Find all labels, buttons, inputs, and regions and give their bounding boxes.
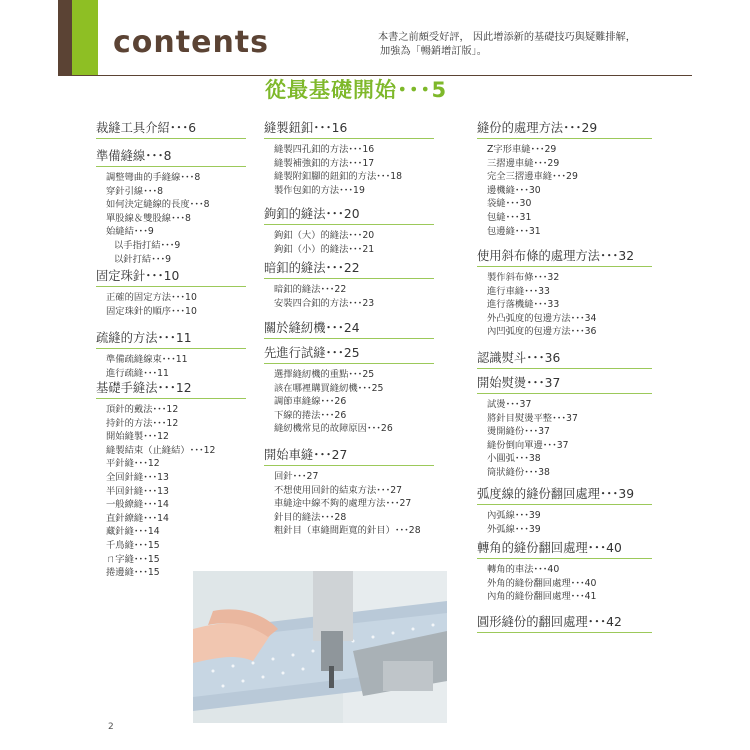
toc-entry: 縫紉機常見的故障原因･･･26: [274, 423, 393, 435]
heading-underline: [477, 558, 652, 559]
toc-entry: 穿針引線･･･8: [106, 185, 164, 197]
toc-section: [96, 118, 246, 143]
toc-section: [477, 538, 652, 604]
toc-entry: 燙開縫份･･･37: [487, 426, 550, 438]
toc-heading: 準備縫線･･･8: [96, 149, 172, 163]
toc-entry: 頂針的戴法･･･12: [106, 404, 179, 415]
heading-underline: [477, 368, 652, 369]
heading-underline: [264, 363, 434, 364]
heading-underline: [477, 393, 652, 394]
intro-text: [378, 31, 708, 59]
sewing-machine-photo: [193, 571, 447, 723]
toc-heading: 縫份的處理方法･･･29: [477, 121, 598, 135]
toc-heading: 弧度線的縫份翻回處理･･･39: [477, 487, 635, 501]
toc-heading: 認識熨斗･･･36: [477, 351, 561, 365]
heading-underline: [264, 278, 434, 279]
toc-entry: 外弧線･･･39: [487, 523, 541, 535]
toc-entry: 袋縫･･･30: [487, 198, 532, 210]
toc-entry: 正確的固定方法･･･10: [106, 292, 197, 303]
toc-entry: 選擇縫紉機的重點･･･25: [274, 369, 375, 380]
toc-entry: 進行車縫･･･33: [487, 285, 550, 297]
toc-heading: 裁縫工具介紹･･･6: [96, 121, 197, 135]
toc-entry: 針目的縫法･･･28: [274, 511, 347, 523]
toc-entry: 調整彎曲的手縫線･･･8: [106, 172, 201, 183]
toc-entry: 以針打結･･･9: [114, 253, 172, 265]
heading-underline: [477, 266, 652, 267]
toc-entry: 縫份倒向單邊･･･37: [487, 439, 569, 451]
toc-entry: 該在哪裡購買縫紉機･･･25: [274, 382, 384, 394]
toc-entry: 準備疏縫線束･･･11: [106, 354, 188, 365]
toc-entry: 平針縫･･･12: [106, 458, 160, 470]
toc-entry: 縫製附釦腳的鈕釦的方法･･･18: [274, 171, 403, 183]
toc-entry: 持針的方法･･･12: [106, 417, 179, 429]
toc-entry: 下線的捲法･･･26: [274, 409, 347, 421]
heading-underline: [264, 465, 434, 466]
toc-entry: 製作包釦的方法･･･19: [274, 184, 365, 196]
toc-entry: 三摺邊車縫･･･29: [487, 157, 560, 169]
toc-heading: 縫製鈕釦･･･16: [264, 121, 348, 135]
toc-entry: 回針･･･27: [274, 471, 319, 482]
toc-section: [96, 328, 246, 380]
heading-underline: [96, 166, 246, 167]
toc-entry: 包邊縫･･･31: [487, 225, 541, 237]
toc-entry: 筒狀縫份･･･38: [487, 466, 550, 478]
toc-heading: 暗釦的縫法･･･22: [264, 261, 360, 275]
toc-entry: 縫製結束（止縫結）･･･12: [106, 444, 216, 456]
toc-section: [477, 348, 652, 373]
toc-entry: 縫製四孔釦的方法･･･16: [274, 144, 375, 155]
toc-section: [477, 118, 652, 238]
toc-entry: 車縫途中線不夠的處理方法･･･27: [274, 498, 412, 510]
toc-entry: 轉角的車法･･･40: [487, 564, 560, 575]
toc-entry: Z字形車縫･･･29: [487, 144, 557, 155]
toc-entry: 外凸弧度的包邊方法･･･34: [487, 312, 597, 324]
heading-underline: [264, 338, 434, 339]
toc-entry: 小圓弧･･･38: [487, 453, 541, 465]
toc-entry: 邊機縫･･･30: [487, 184, 541, 196]
heading-underline: [96, 286, 246, 287]
toc-section: [264, 343, 434, 436]
toc-section: [264, 258, 434, 310]
toc-heading: 開始熨燙･･･37: [477, 376, 561, 390]
toc-section: [477, 246, 652, 339]
toc-entry: 內角的縫份翻回處理･･･41: [487, 591, 597, 603]
toc-entry: 將針目熨燙平整･･･37: [487, 412, 578, 424]
toc-heading: 轉角的縫份翻回處理･･･40: [477, 541, 622, 555]
page-title: contents: [113, 25, 269, 60]
header-green-block: [72, 0, 98, 75]
toc-entry: 安裝四合釦的方法･･･23: [274, 297, 375, 309]
toc-section: [477, 373, 652, 480]
toc-section: [96, 266, 246, 318]
sewing-machine-illustration: [193, 571, 447, 723]
heading-underline: [96, 138, 246, 139]
toc-entry: 開始縫製･･･12: [106, 431, 169, 443]
toc-entry: 進行疏縫･･･11: [106, 367, 169, 379]
toc-heading: 先進行試縫･･･25: [264, 346, 360, 360]
toc-section: [477, 612, 652, 637]
toc-entry: 內弧線･･･39: [487, 510, 541, 521]
toc-section: [264, 318, 434, 343]
toc-entry: 完全三摺邊車縫･･･29: [487, 171, 578, 183]
heading-underline: [96, 348, 246, 349]
toc-heading: 疏縫的方法･･･11: [96, 331, 192, 345]
toc-entry: 內凹弧度的包邊方法･･･36: [487, 326, 597, 338]
toc-entry: 鉤釦（大）的縫法･･･20: [274, 230, 375, 241]
toc-entry: 暗釦的縫法･･･22: [274, 284, 347, 295]
toc-entry: 製作斜布條･･･32: [487, 272, 560, 283]
toc-entry: 調節車縫線･･･26: [274, 396, 347, 408]
toc-entry: ㄇ字縫･･･15: [106, 553, 160, 565]
toc-heading: 基礎手縫法･･･12: [96, 381, 192, 395]
toc-heading: 開始車縫･･･27: [264, 448, 348, 462]
toc-section: [96, 146, 246, 266]
toc-entry: 單股線＆雙股線･･･8: [106, 212, 191, 224]
toc-entry: 千鳥縫･･･15: [106, 539, 160, 551]
intro-line-2: 加強為「暢銷增訂版」。: [380, 46, 487, 57]
toc-entry: 全回針縫･･･13: [106, 471, 169, 483]
toc-heading: 關於縫紉機･･･24: [264, 321, 360, 335]
toc-entry: 如何決定縫線的長度･･･8: [106, 199, 210, 211]
heading-underline: [96, 398, 246, 399]
toc-section: [96, 378, 246, 580]
toc-entry: 外角的縫份翻回處理･･･40: [487, 577, 597, 589]
page-number: 2: [108, 722, 114, 732]
section-subtitle: 從最基礎開始･･･5: [265, 78, 448, 102]
toc-entry: 不想使用回針的結束方法･･･27: [274, 484, 403, 496]
toc-entry: 直針繚縫･･･14: [106, 512, 169, 524]
toc-heading: 固定珠針･･･10: [96, 269, 180, 283]
heading-underline: [264, 138, 434, 139]
toc-entry: 粗針目（車縫間距寬的針目）･･･28: [274, 525, 421, 537]
toc-entry: 鉤釦（小）的縫法･･･21: [274, 243, 375, 255]
intro-line-1: 本書之前頗受好評， 因此增添新的基礎技巧與疑難排解，: [378, 32, 636, 43]
toc-entry: 縫製補強釦的方法･･･17: [274, 157, 375, 169]
toc-entry: 一般繚縫･･･14: [106, 499, 169, 511]
toc-heading: 使用斜布條的處理方法･･･32: [477, 249, 635, 263]
heading-underline: [477, 504, 652, 505]
toc-entry: 始縫結･･･9: [106, 226, 154, 238]
toc-section: [477, 484, 652, 536]
toc-entry: 試燙･･･37: [487, 399, 532, 410]
heading-underline: [477, 138, 652, 139]
toc-section: [264, 204, 434, 256]
toc-heading: 圓形縫份的翻回處理･･･42: [477, 615, 622, 629]
toc-entry: 包縫･･･31: [487, 211, 532, 223]
toc-section: [264, 118, 434, 197]
toc-entry: 以手指打結･･･9: [114, 239, 181, 251]
toc-section: [264, 445, 434, 538]
toc-entry: 半回針縫･･･13: [106, 485, 169, 497]
heading-underline: [264, 224, 434, 225]
toc-entry: 固定珠針的順序･･･10: [106, 305, 197, 317]
toc-entry: 藏針縫･･･14: [106, 526, 160, 538]
toc-heading: 鉤釦的縫法･･･20: [264, 207, 360, 221]
toc-entry: 捲邊縫･･･15: [106, 567, 160, 579]
toc-entry: 進行落機縫･･･33: [487, 299, 560, 311]
heading-underline: [477, 632, 652, 633]
